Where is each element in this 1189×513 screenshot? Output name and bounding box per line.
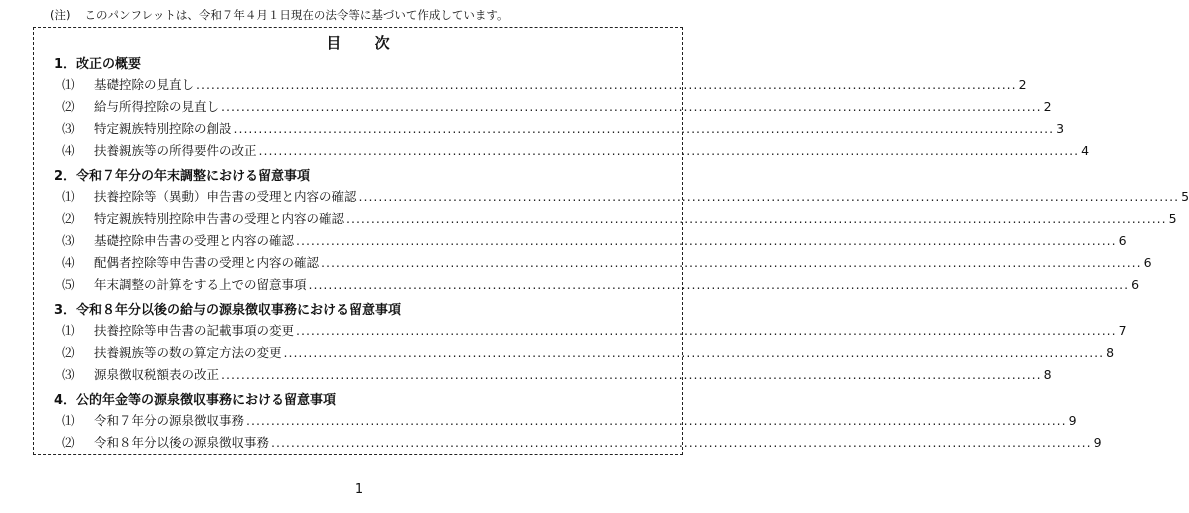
entry-page: 8 bbox=[1043, 367, 1052, 382]
entry-page: 7 bbox=[1118, 323, 1127, 338]
entry-number: ⑶ bbox=[62, 367, 75, 382]
entry-page: 5 bbox=[1168, 211, 1177, 226]
toc-entry[interactable] bbox=[62, 253, 1152, 271]
entry-page: 4 bbox=[1081, 143, 1090, 158]
entry-number: ⑶ bbox=[62, 233, 75, 248]
dot-leader: ..................................................................................................................................................................... bbox=[296, 233, 1117, 248]
entry-number: ⑷ bbox=[62, 143, 75, 158]
section-heading-3: 3．令和８年分以後の給与の源泉徴収事務における留意事項 bbox=[54, 303, 402, 318]
dot-leader: ..................................................................................................................................................................... bbox=[271, 435, 1092, 450]
toc-entry[interactable] bbox=[62, 433, 1102, 451]
entry-number: ⑴ bbox=[62, 189, 75, 204]
dot-leader: ..................................................................................................................................................................... bbox=[358, 189, 1180, 204]
dot-leader: ..................................................................................................................................................................... bbox=[221, 99, 1042, 114]
entry-label: 扶養控除等（異動）申告書の受理と内容の確認 bbox=[94, 189, 357, 204]
entry-label: 令和８年分以後の源泉徴収事務 bbox=[94, 435, 270, 450]
dot-leader: ..................................................................................................................................................................... bbox=[308, 277, 1130, 292]
entry-label: 特定親族特別控除の創設 bbox=[94, 121, 232, 136]
dot-leader: ..................................................................................................................................................................... bbox=[258, 143, 1080, 158]
entry-number: ⑷ bbox=[62, 255, 75, 270]
entry-page: 5 bbox=[1181, 189, 1189, 204]
toc-entry[interactable] bbox=[62, 343, 1115, 361]
entry-page: 6 bbox=[1143, 255, 1152, 270]
note-label: (注) bbox=[50, 8, 71, 22]
toc-entry[interactable] bbox=[62, 365, 1052, 383]
entry-label: 扶養親族等の数の算定方法の変更 bbox=[94, 345, 282, 360]
toc-entry[interactable] bbox=[62, 119, 1065, 137]
entry-number: ⑵ bbox=[62, 211, 75, 226]
dot-leader: ..................................................................................................................................................................... bbox=[283, 345, 1105, 360]
entry-label: 基礎控除申告書の受理と内容の確認 bbox=[94, 233, 295, 248]
entry-page: 6 bbox=[1131, 277, 1140, 292]
entry-page: 8 bbox=[1106, 345, 1115, 360]
entry-label: 給与所得控除の見直し bbox=[94, 99, 220, 114]
table-of-contents bbox=[33, 27, 1189, 455]
dot-leader: ..................................................................................................................................................................... bbox=[346, 211, 1167, 226]
entry-number: ⑸ bbox=[62, 277, 75, 292]
entry-page: 2 bbox=[1043, 99, 1052, 114]
entry-number: ⑴ bbox=[62, 77, 75, 92]
entry-label: 源泉徴収税額表の改正 bbox=[94, 367, 220, 382]
entry-label: 年末調整の計算をする上での留意事項 bbox=[94, 277, 307, 292]
dot-leader: ..................................................................................................................................................................... bbox=[246, 413, 1067, 428]
entry-page: 6 bbox=[1118, 233, 1127, 248]
entry-label: 令和７年分の源泉徴収事務 bbox=[94, 413, 245, 428]
entry-label: 扶養控除等申告書の記載事項の変更 bbox=[94, 323, 295, 338]
entry-number: ⑵ bbox=[62, 99, 75, 114]
dot-leader: ..................................................................................................................................................................... bbox=[221, 367, 1042, 382]
entry-label: 特定親族特別控除申告書の受理と内容の確認 bbox=[94, 211, 345, 226]
entry-page: 3 bbox=[1056, 121, 1065, 136]
entry-number: ⑴ bbox=[62, 413, 75, 428]
dot-leader: ..................................................................................................................................................................... bbox=[296, 323, 1117, 338]
section-heading-1: 1．改正の概要 bbox=[54, 57, 142, 72]
entry-number: ⑵ bbox=[62, 435, 75, 450]
entry-number: ⑶ bbox=[62, 121, 75, 136]
toc-title: 目 次 bbox=[326, 34, 404, 52]
section-heading-2: 2．令和７年分の年末調整における留意事項 bbox=[54, 169, 311, 184]
entry-number: ⑵ bbox=[62, 345, 75, 360]
entry-page: 9 bbox=[1068, 413, 1077, 428]
note-text: このパンフレットは、令和７年４月１日現在の法令等に基づいて作成しています。 bbox=[84, 8, 509, 22]
toc-entry[interactable] bbox=[62, 275, 1140, 293]
toc-entry[interactable] bbox=[62, 209, 1177, 227]
dot-leader: ..................................................................................................................................................................... bbox=[233, 121, 1055, 136]
page-number: 1 bbox=[354, 482, 364, 497]
entry-page: 2 bbox=[1018, 77, 1027, 92]
section-heading-4: 4．公的年金等の源泉徴収事務における留意事項 bbox=[54, 393, 337, 408]
entry-label: 扶養親族等の所得要件の改正 bbox=[94, 143, 257, 158]
toc-entry[interactable] bbox=[62, 231, 1127, 249]
document-note bbox=[50, 7, 509, 23]
toc-entry[interactable] bbox=[62, 187, 1189, 205]
dot-leader: ..................................................................................................................................................................... bbox=[321, 255, 1142, 270]
entry-label: 配偶者控除等申告書の受理と内容の確認 bbox=[94, 255, 320, 270]
toc-entry[interactable] bbox=[62, 97, 1052, 115]
toc-entry[interactable] bbox=[62, 141, 1090, 159]
dot-leader: ..................................................................................................................................................................... bbox=[196, 77, 1017, 92]
entry-page: 9 bbox=[1093, 435, 1102, 450]
entry-number: ⑴ bbox=[62, 323, 75, 338]
toc-entry[interactable] bbox=[62, 321, 1127, 339]
toc-entry[interactable] bbox=[62, 411, 1077, 429]
toc-entry[interactable] bbox=[62, 75, 1027, 93]
entry-label: 基礎控除の見直し bbox=[94, 77, 195, 92]
